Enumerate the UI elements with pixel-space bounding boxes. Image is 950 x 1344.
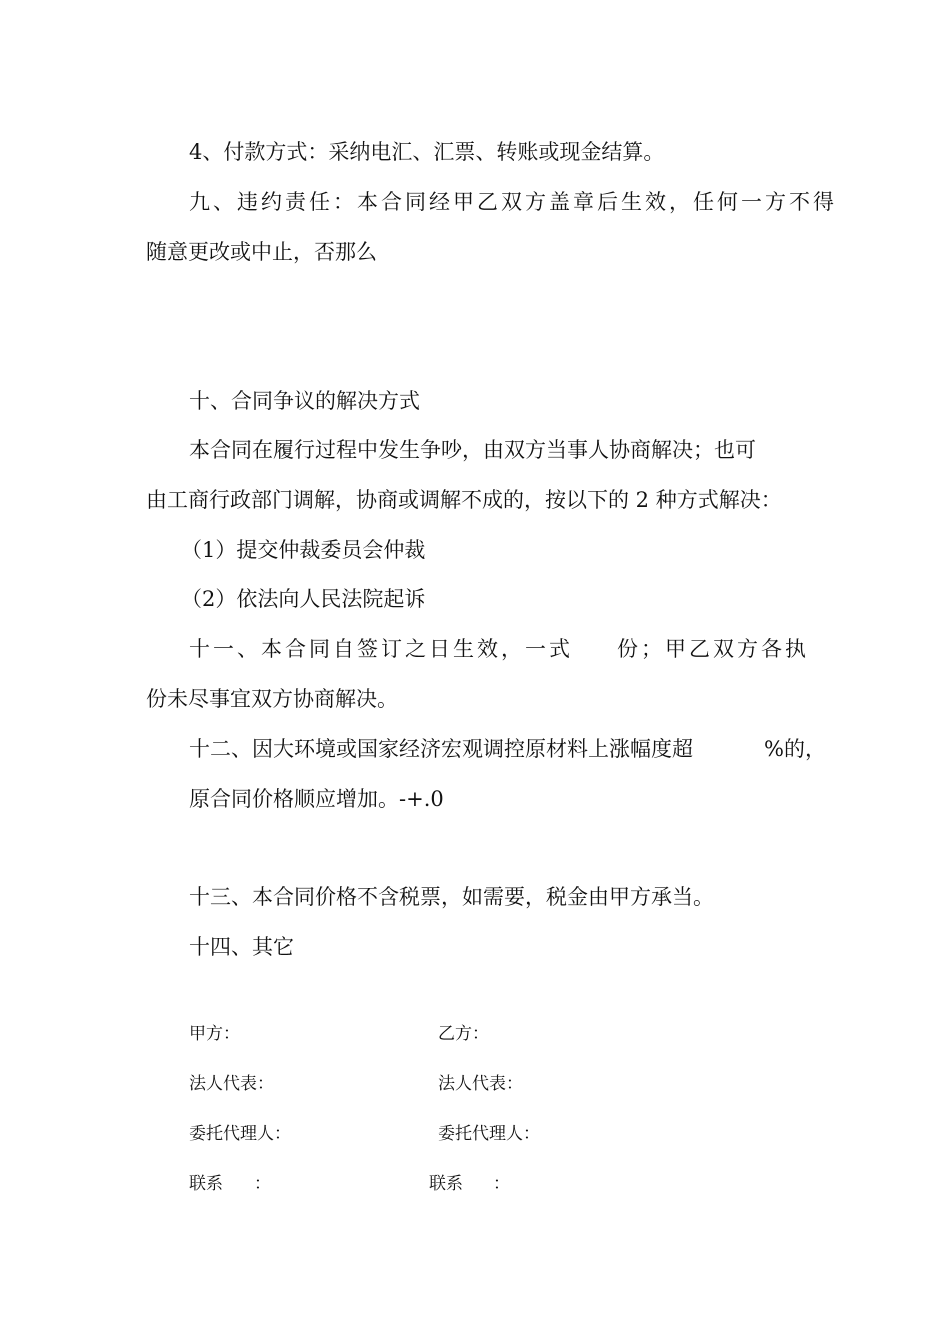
- party-b-contact-colon: ：: [493, 1174, 510, 1194]
- breach-liability-clause-line2: 随意更改或中止，否那么: [146, 240, 377, 264]
- effectiveness-clause-part2: 份；甲乙双方各执: [617, 637, 809, 661]
- dispute-option-lawsuit: （2）依法向人民法院起诉: [181, 587, 426, 611]
- tax-clause: 十三、本合同价格不含税票，如需要，税金由甲方承当。: [189, 885, 714, 909]
- party-a-agent-label: 委托代理人：: [189, 1124, 291, 1144]
- party-a-contact-colon: ：: [254, 1174, 271, 1194]
- party-a-label: 甲方：: [189, 1024, 240, 1044]
- party-b-agent-label: 委托代理人：: [438, 1124, 540, 1144]
- price-adjustment-clause-line2: 原合同价格顺应增加。-+.0: [189, 787, 444, 811]
- dispute-resolution-line2: 由工商行政部门调解，协商或调解不成的，按以下的 2 种方式解决：: [146, 488, 782, 512]
- other-terms-heading: 十四、其它: [189, 935, 294, 959]
- effectiveness-clause-part1: 十一、本合同自签订之日生效，一式: [189, 637, 573, 661]
- dispute-option-arbitration: （1）提交仲裁委员会仲裁: [181, 538, 426, 562]
- party-b-contact-label: 联系: [429, 1174, 463, 1194]
- party-a-legal-rep-label: 法人代表：: [189, 1074, 274, 1094]
- party-a-contact-label: 联系: [189, 1174, 223, 1194]
- effectiveness-clause-line2: 份未尽事宜双方协商解决。: [146, 687, 398, 711]
- payment-method-clause: 4、付款方式：采纳电汇、汇票、转账或现金结算。: [189, 140, 665, 164]
- party-b-legal-rep-label: 法人代表：: [438, 1074, 523, 1094]
- party-b-label: 乙方：: [438, 1024, 489, 1044]
- dispute-resolution-line1: 本合同在履行过程中发生争吵，由双方当事人协商解决；也可: [189, 438, 756, 462]
- breach-liability-clause-line1: 九、违约责任：本合同经甲乙双方盖章后生效，任何一方不得: [189, 190, 837, 214]
- price-adjustment-clause-part1: 十二、因大环境或国家经济宏观调控原材料上涨幅度超: [189, 737, 693, 761]
- price-adjustment-clause-part2: %的，: [764, 737, 826, 761]
- dispute-resolution-heading: 十、合同争议的解决方式: [189, 389, 420, 413]
